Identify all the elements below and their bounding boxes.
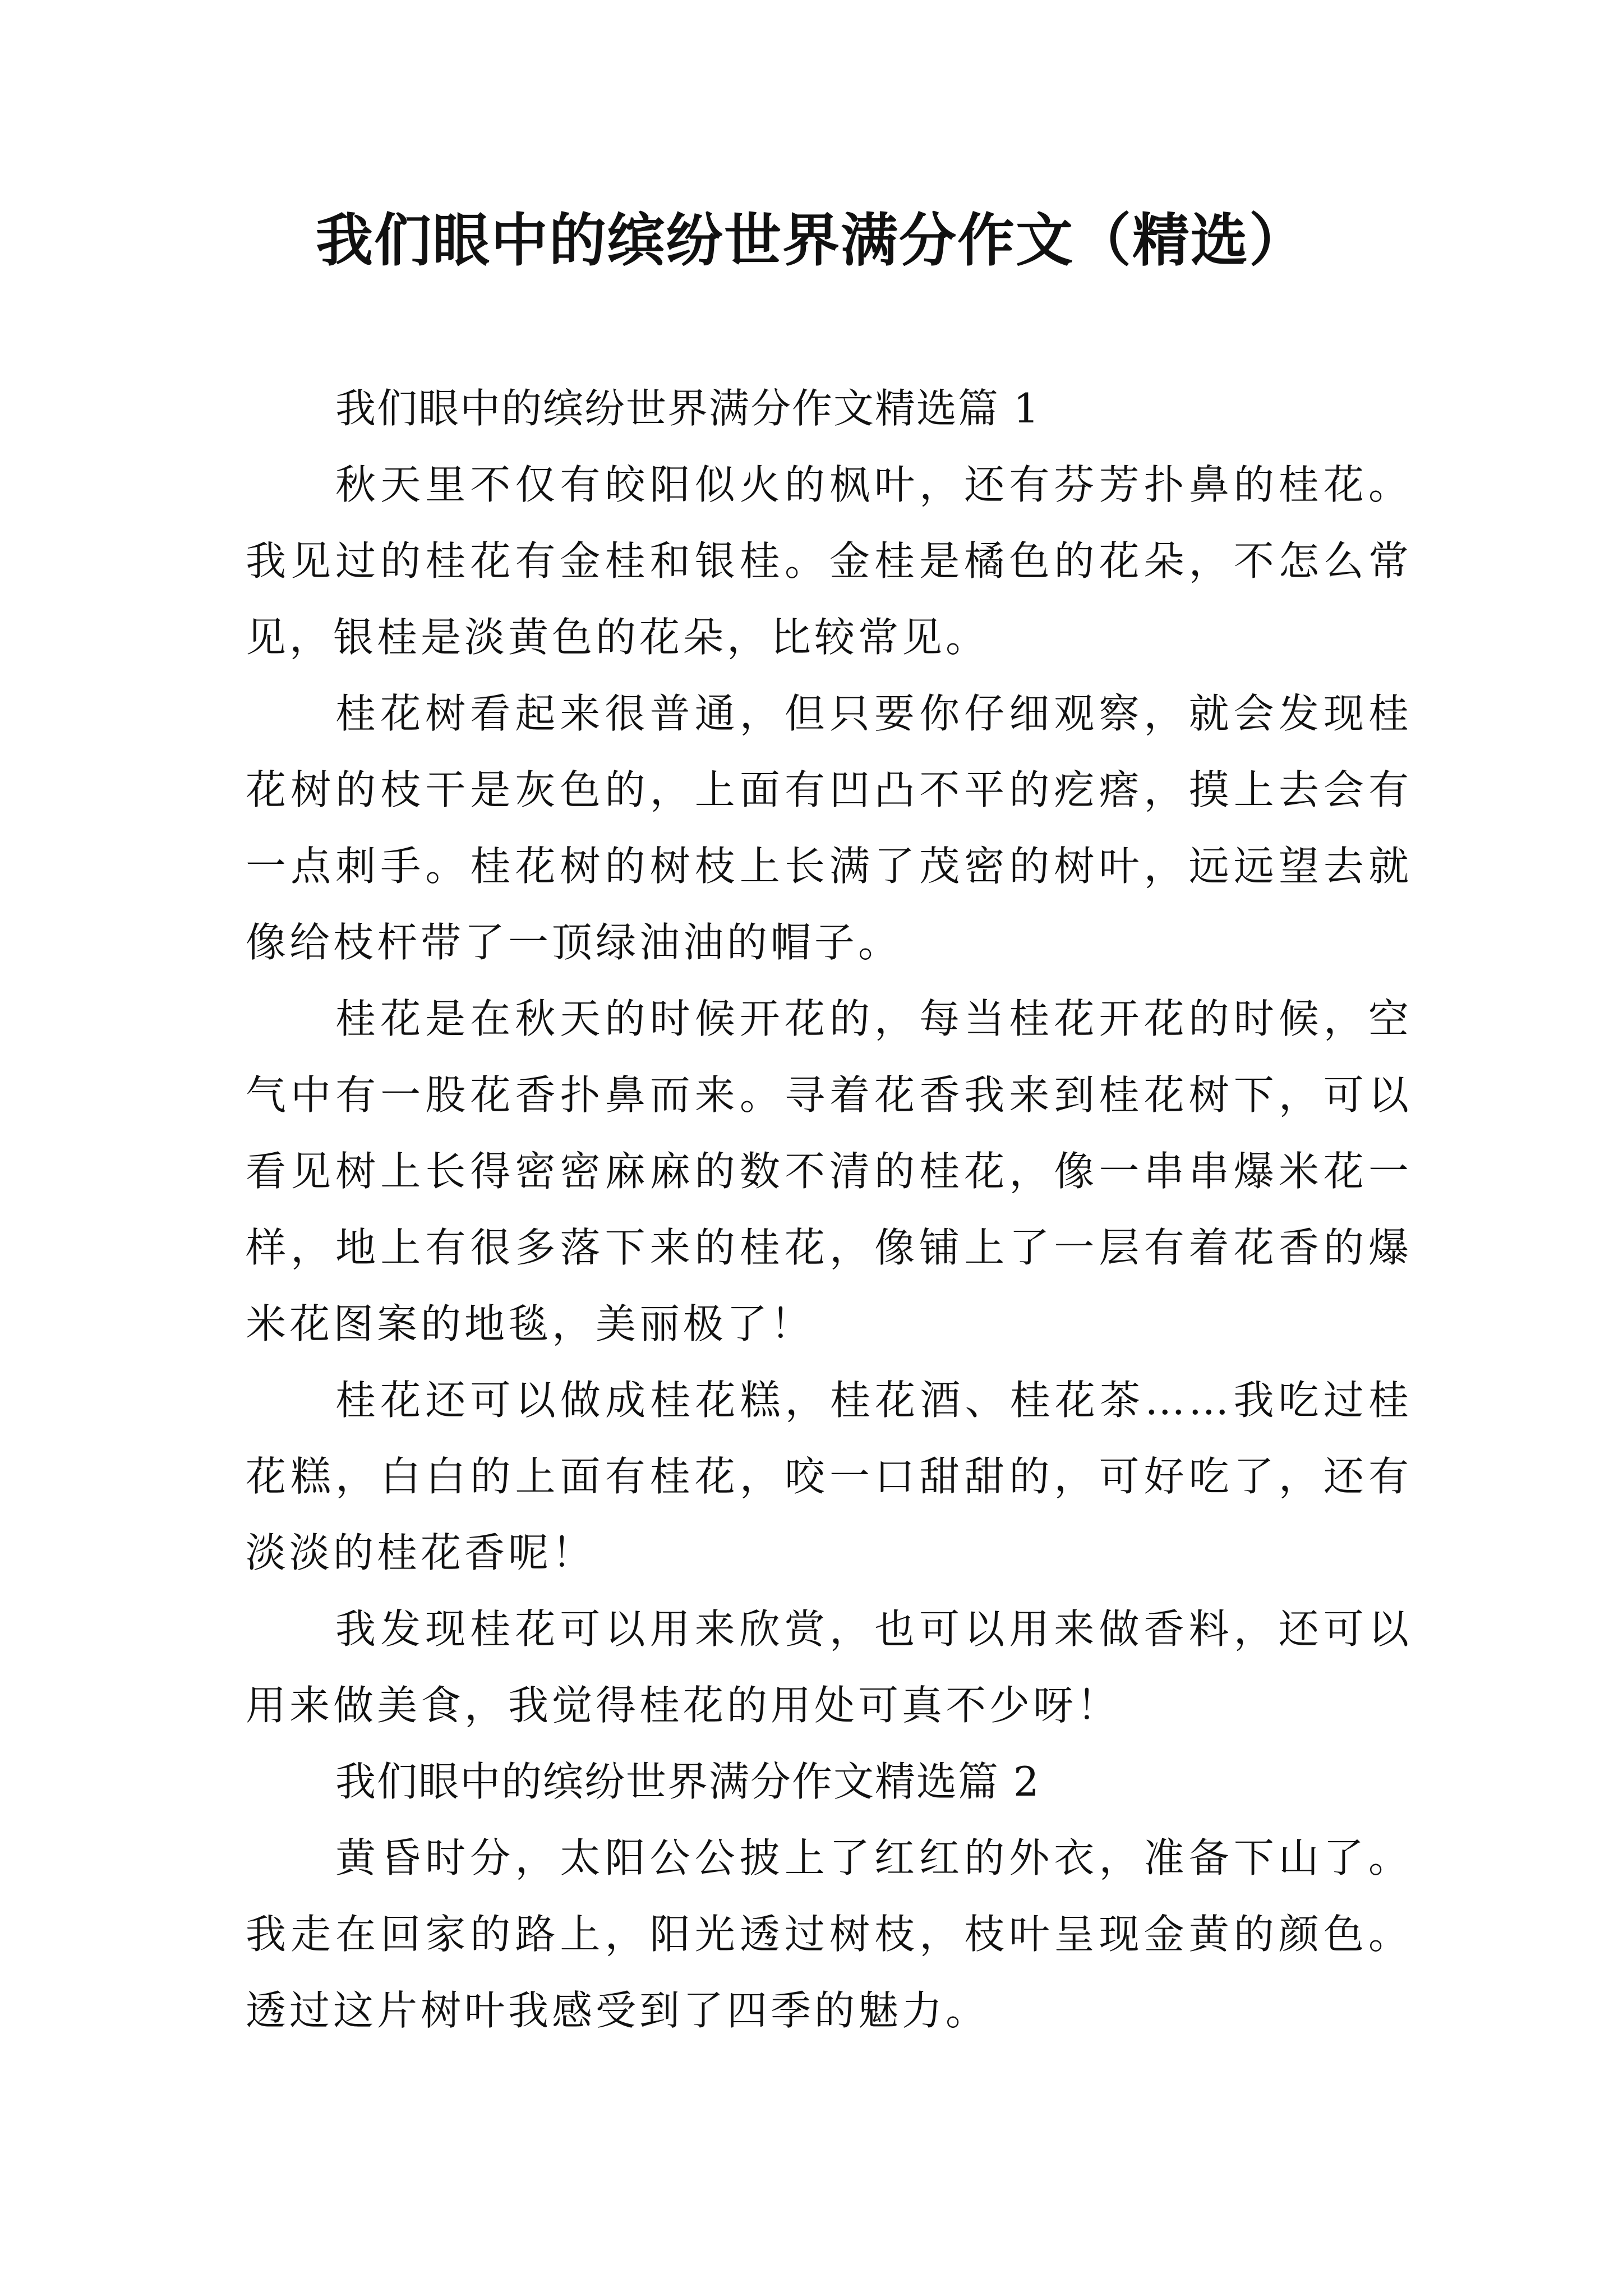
document-title: 我们眼中的缤纷世界满分作文（精选） [316,208,1307,274]
section-heading-2: 我们眼中的缤纷世界满分作文精选篇 2 [335,1758,1040,1805]
paragraph-2: 桂花树看起来很普通，但只要你仔细观察，就会发现桂花树的枝干是灰色的，上面有凹凸不平的疙瘩，摸上去会有一点刺手。桂花树的树枝上长满了茂密的树叶，远远望去就像给枝杆带了一顶绿油油的帽子。 [246,690,1412,966]
paragraph-4: 桂花还可以做成桂花糕，桂花酒、桂花茶……我吃过桂花糕，白白的上面有桂花，咬一口甜甜的，可好吃了，还有淡淡的桂花香呢！ [246,1377,1412,1576]
section-heading-1: 我们眼中的缤纷世界满分作文精选篇 1 [335,385,1040,432]
paragraph-1: 秋天里不仅有皎阳似火的枫叶，还有芬芳扑鼻的桂花。我见过的桂花有金桂和银桂。金桂是橘色的花朵，不怎么常见，银桂是淡黄色的花朵，比较常见。 [246,461,1412,661]
paragraph-6: 黄昏时分，太阳公公披上了红红的外衣，准备下山了。我走在回家的路上，阳光透过树枝，枝叶呈现金黄的颜色。透过这片树叶我感受到了四季的魅力。 [246,1834,1412,2034]
document-body [246,370,1412,2049]
paragraph-5: 我发现桂花可以用来欣赏，也可以用来做香料，还可以用来做美食，我觉得桂花的用处可真不少呀！ [246,1605,1412,1729]
paragraph-3: 桂花是在秋天的时候开花的，每当桂花开花的时候，空气中有一股花香扑鼻而来。寻着花香我来到桂花树下，可以看见树上长得密密麻麻的数不清的桂花，像一串串爆米花一样，地上有很多落下来的桂花，像铺上了一层有着花香的爆米花图案的地毯，美丽极了！ [246,995,1412,1347]
